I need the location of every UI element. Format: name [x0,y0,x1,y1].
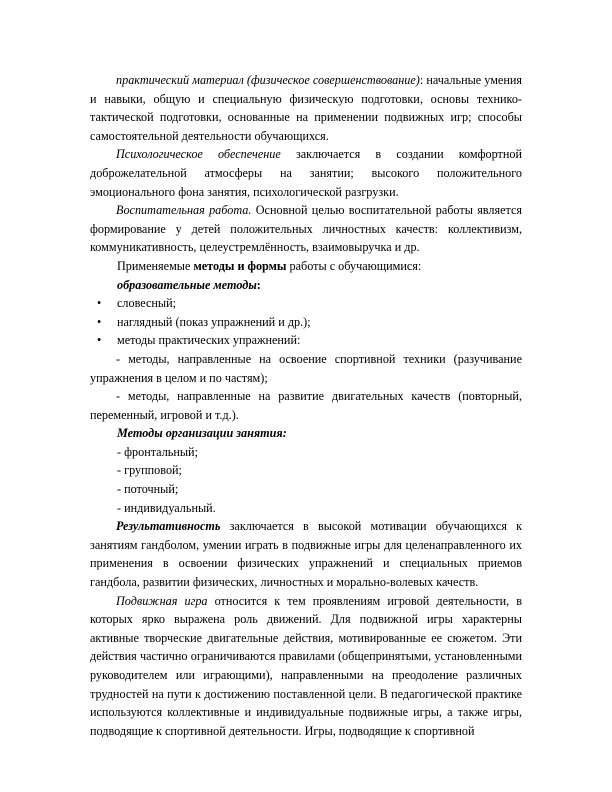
paragraph-text: Основной целью воспитательной работы является формирование у детей положительных личностных качеств: коллективизм, коммуникативность, целеустремлённость, взаимовыручка и др. [90,203,522,255]
paragraph-text: относится к тем проявлениям игровой деятельности, в которых ярко выражена роль движений. Для подвижной игры характерны активные творческие двигательные действия, мотивированные ее сюжетом. Эти действия частично ограничиваются правилами (общепринятыми, установленными руководителем или играющими), направленными на преодоление различных трудностей на пути к достижению поставленной цели. В педагогической практике используются коллективные и индивидуальные подвижные игры, а также игры, подводящие к спортивной деятельности. Игры, подводящие к спортивной [90,593,522,738]
edu-methods-heading: образовательные методы: [117,277,261,292]
term-effectiveness: Результативность [116,519,221,534]
term-practical-material: практический материал (физическое совершенствование) [116,73,420,87]
paragraph-practical-material [90,71,522,145]
bullet-icon: • [97,296,102,311]
bullet-icon: • [97,333,102,348]
paragraph-psychological-support [90,145,522,201]
paragraph-text: : начальные умения и навыки, общую и специальную физическую подготовки, основы технико-тактической подготовки, основанные на применении подвижных игр; способы самостоятельной деятельности обучающихся. [90,73,522,143]
list-item: - поточный; [117,482,179,497]
paragraph-effectiveness [90,517,522,591]
paragraph-outdoor-game [90,592,522,741]
list-item: • наглядный (показ упражнений и др.); [90,313,522,332]
term-psychological-support: Психологическое обеспечение [116,147,281,162]
list-item: • методы практических упражнений: [90,331,522,350]
list-item: - индивидуальный. [117,500,216,515]
org-methods-heading: Методы организации занятия: [117,426,287,441]
paragraph-educational-work [90,201,522,257]
list-item: - групповой; [117,463,182,478]
paragraph-methods-intro: Применяемые методы и формы работы с обучающимися: [117,258,422,273]
term-outdoor-game: Подвижная игра [116,593,208,608]
document-body [90,71,522,740]
list-item: • словесный; [90,294,522,313]
dash-item-qualities: - методы, направленные на развитие двигательных качеств (повторный, переменный, игровой и т.д.). [90,389,522,422]
term-educational-work: Воспитательная работа. [116,203,252,218]
list-item: - фронтальный; [117,444,198,459]
paragraph-text: заключается в создании комфортной доброжелательной атмосферы на занятии; высокого положительного эмоционального фона занятия, психологической разгрузки. [90,147,522,199]
methods-and-forms-emphasis: методы и формы [193,258,287,273]
bullet-icon: • [97,314,102,329]
paragraph-text: заключается в высокой мотивации обучающихся к занятиям гандболом, умении играть в подвижные игры для целенаправленного их применения в освоении физических упражнений и специальных приемов гандбола, развитии физических, личностных и морально-волевых качеств. [90,519,522,590]
dash-item-technique: - методы, направленные на освоение спортивной техники (разучивание упражнения в целом и по частям); [90,351,522,385]
